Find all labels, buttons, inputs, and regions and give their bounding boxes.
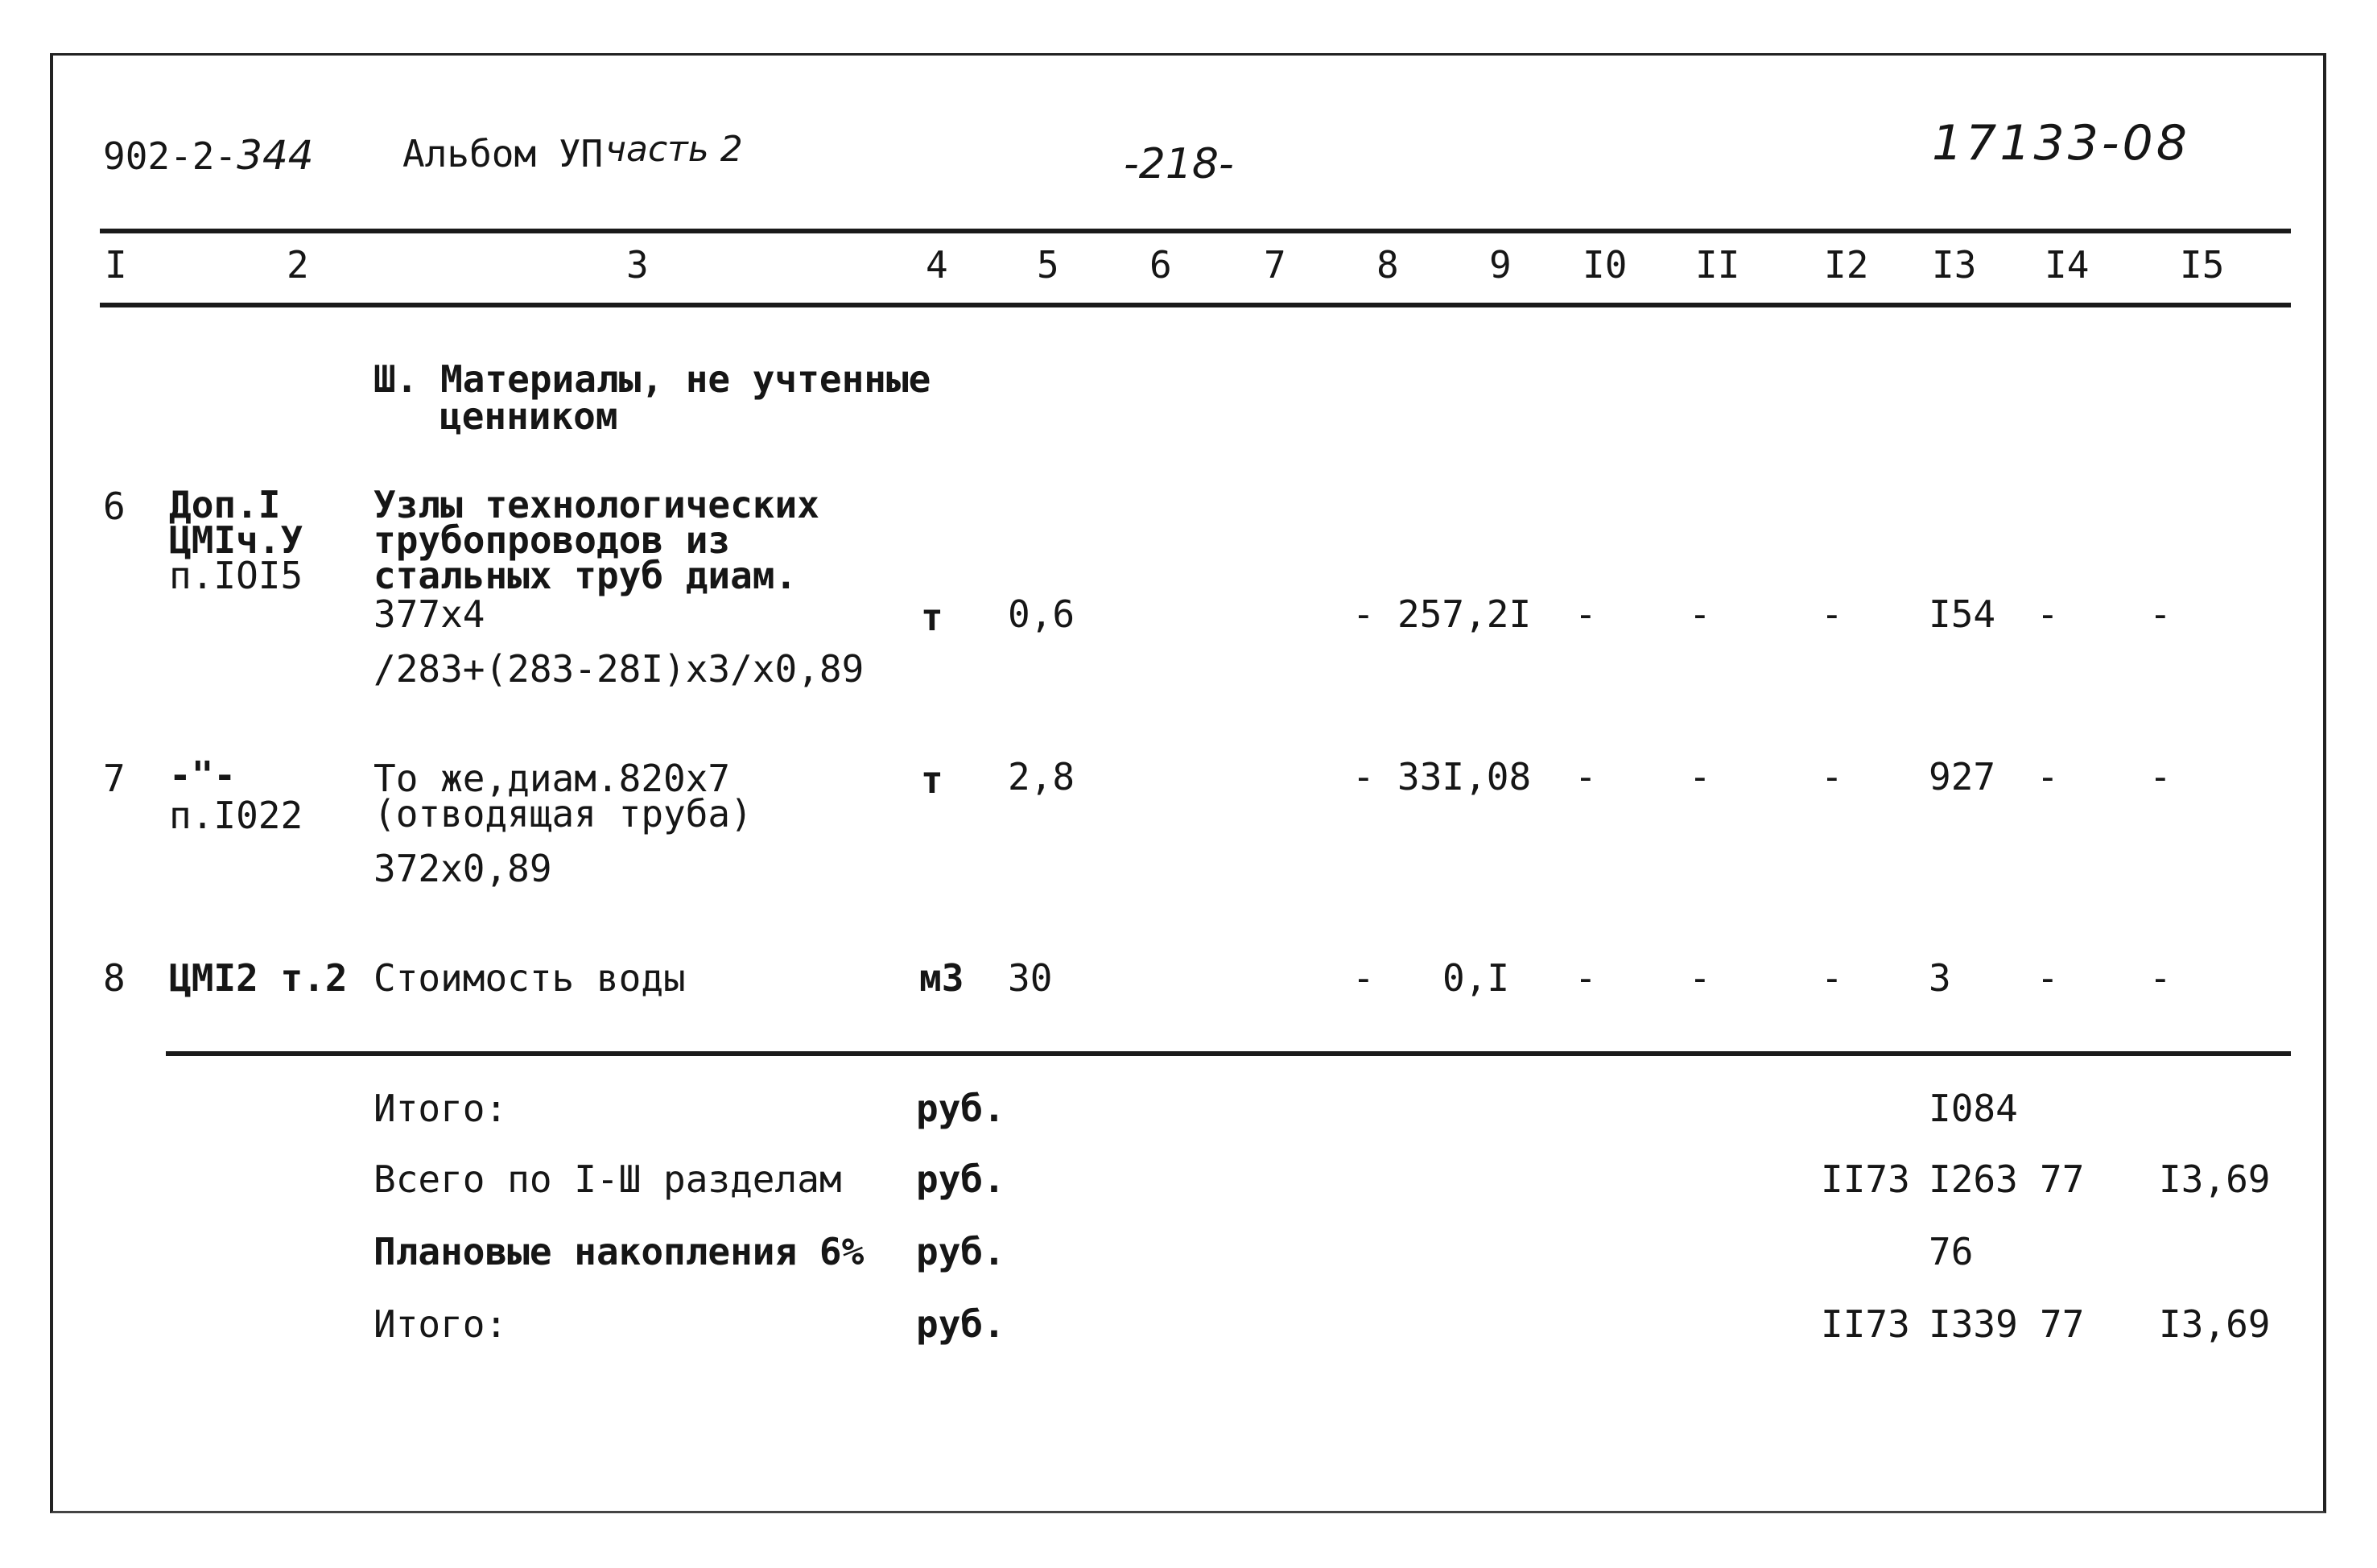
unit-price: 257,2I: [1397, 592, 1532, 636]
page-number: -218-: [1124, 140, 1234, 188]
reference-line: ЦМI2 т.2: [169, 956, 348, 1000]
col10-value: -: [1574, 755, 1597, 798]
row-number: 6: [103, 485, 126, 528]
column-number: 6: [1149, 243, 1172, 287]
project-code-prefix: 902-2-: [103, 134, 237, 178]
column-number: I4: [2045, 243, 2090, 287]
totals-col14: 77: [2040, 1302, 2085, 1346]
description-line: стальных труб диам.: [373, 554, 798, 597]
column-number: 5: [1037, 243, 1059, 287]
col8-value: -: [1352, 592, 1375, 636]
totals-label: Всего по I-Ш разделам: [373, 1157, 842, 1201]
reference-line: ЦМIч.У: [169, 518, 303, 562]
totals-col15: I3,69: [2159, 1302, 2271, 1346]
col8-value: -: [1352, 755, 1375, 798]
col14-value: -: [2037, 956, 2059, 1000]
quantity: 0,6: [1008, 592, 1075, 636]
column-number: 9: [1489, 243, 1512, 287]
totals-unit: руб.: [916, 1157, 1005, 1201]
totals-col15: I3,69: [2159, 1157, 2271, 1201]
column-number: I: [105, 243, 127, 287]
totals-label: Итого:: [373, 1087, 508, 1130]
total-cost: 3: [1929, 956, 1951, 1000]
column-number: I0: [1583, 243, 1628, 287]
unit: т: [921, 758, 943, 802]
column-number: 7: [1264, 243, 1286, 287]
totals-unit: руб.: [916, 1230, 1005, 1273]
total-cost: I54: [1929, 592, 1996, 636]
total-cost: 927: [1929, 755, 1996, 798]
column-number: I3: [1932, 243, 1977, 287]
header-rule-bottom: [100, 303, 2291, 307]
col10-value: -: [1574, 592, 1597, 636]
section-title: Ш. Материалы, не учтенные: [373, 357, 931, 401]
column-number: 2: [287, 243, 309, 287]
description-line: 377х4: [373, 592, 485, 636]
col12-value: -: [1821, 755, 1843, 798]
album-part: часть 2: [605, 129, 743, 170]
quantity-formula: /283+(283-28I)х3/х0,89: [373, 647, 865, 691]
col15-value: -: [2149, 956, 2172, 1000]
document-number: 17133-08: [1932, 115, 2190, 171]
column-number: 4: [926, 243, 948, 287]
quantity-formula: 372х0,89: [373, 847, 552, 890]
col15-value: -: [2149, 755, 2172, 798]
col11-value: -: [1689, 592, 1711, 636]
totals-col13: 76: [1929, 1230, 1974, 1273]
unit-price: 0,I: [1442, 956, 1510, 1000]
quantity: 2,8: [1008, 755, 1075, 798]
totals-col14: 77: [2040, 1157, 2085, 1201]
row-number: 8: [103, 956, 126, 1000]
col12-value: -: [1821, 956, 1843, 1000]
section-title-continued: ценником: [439, 394, 618, 438]
totals-col12: II73: [1821, 1157, 1910, 1201]
quantity: 30: [1008, 956, 1053, 1000]
col15-value: -: [2149, 592, 2172, 636]
column-number: 3: [626, 243, 649, 287]
column-number: 8: [1376, 243, 1399, 287]
project-code-handwritten: 344: [237, 132, 314, 179]
totals-col13: I084: [1929, 1087, 2018, 1130]
col14-value: -: [2037, 755, 2059, 798]
col10-value: -: [1574, 956, 1597, 1000]
header-rule-top: [100, 229, 2291, 233]
totals-col12: II73: [1821, 1302, 1910, 1346]
description-line: Узлы технологических: [373, 483, 819, 526]
col11-value: -: [1689, 956, 1711, 1000]
reference-line: -"-: [169, 753, 237, 797]
column-number: I2: [1824, 243, 1869, 287]
reference-line: п.IOI5: [169, 554, 303, 597]
col8-value: -: [1352, 956, 1375, 1000]
totals-unit: руб.: [916, 1302, 1005, 1346]
description-line: (отводящая труба): [373, 792, 753, 836]
reference-line: Доп.I: [169, 483, 281, 526]
col14-value: -: [2037, 592, 2059, 636]
unit: т: [921, 596, 943, 639]
column-number: II: [1695, 243, 1740, 287]
totals-label: Плановые накопления 6%: [373, 1230, 865, 1273]
description-line: Стоимость воды: [373, 956, 686, 1000]
totals-rule: [166, 1051, 2291, 1056]
column-number: I5: [2180, 243, 2225, 287]
project-code: [103, 132, 314, 179]
totals-label: Итого:: [373, 1302, 508, 1346]
album-label: Альбом УП: [402, 132, 604, 175]
totals-col13: I263: [1929, 1157, 2018, 1201]
col12-value: -: [1821, 592, 1843, 636]
unit-price: 33I,08: [1397, 755, 1532, 798]
unit: м3: [919, 956, 964, 1000]
description-line: То же,диам.820х7: [373, 757, 731, 800]
totals-unit: руб.: [916, 1087, 1005, 1130]
reference-line: п.I022: [169, 794, 303, 837]
totals-col13: I339: [1929, 1302, 2018, 1346]
col11-value: -: [1689, 755, 1711, 798]
description-line: трубопроводов из: [373, 518, 731, 562]
row-number: 7: [103, 757, 126, 800]
